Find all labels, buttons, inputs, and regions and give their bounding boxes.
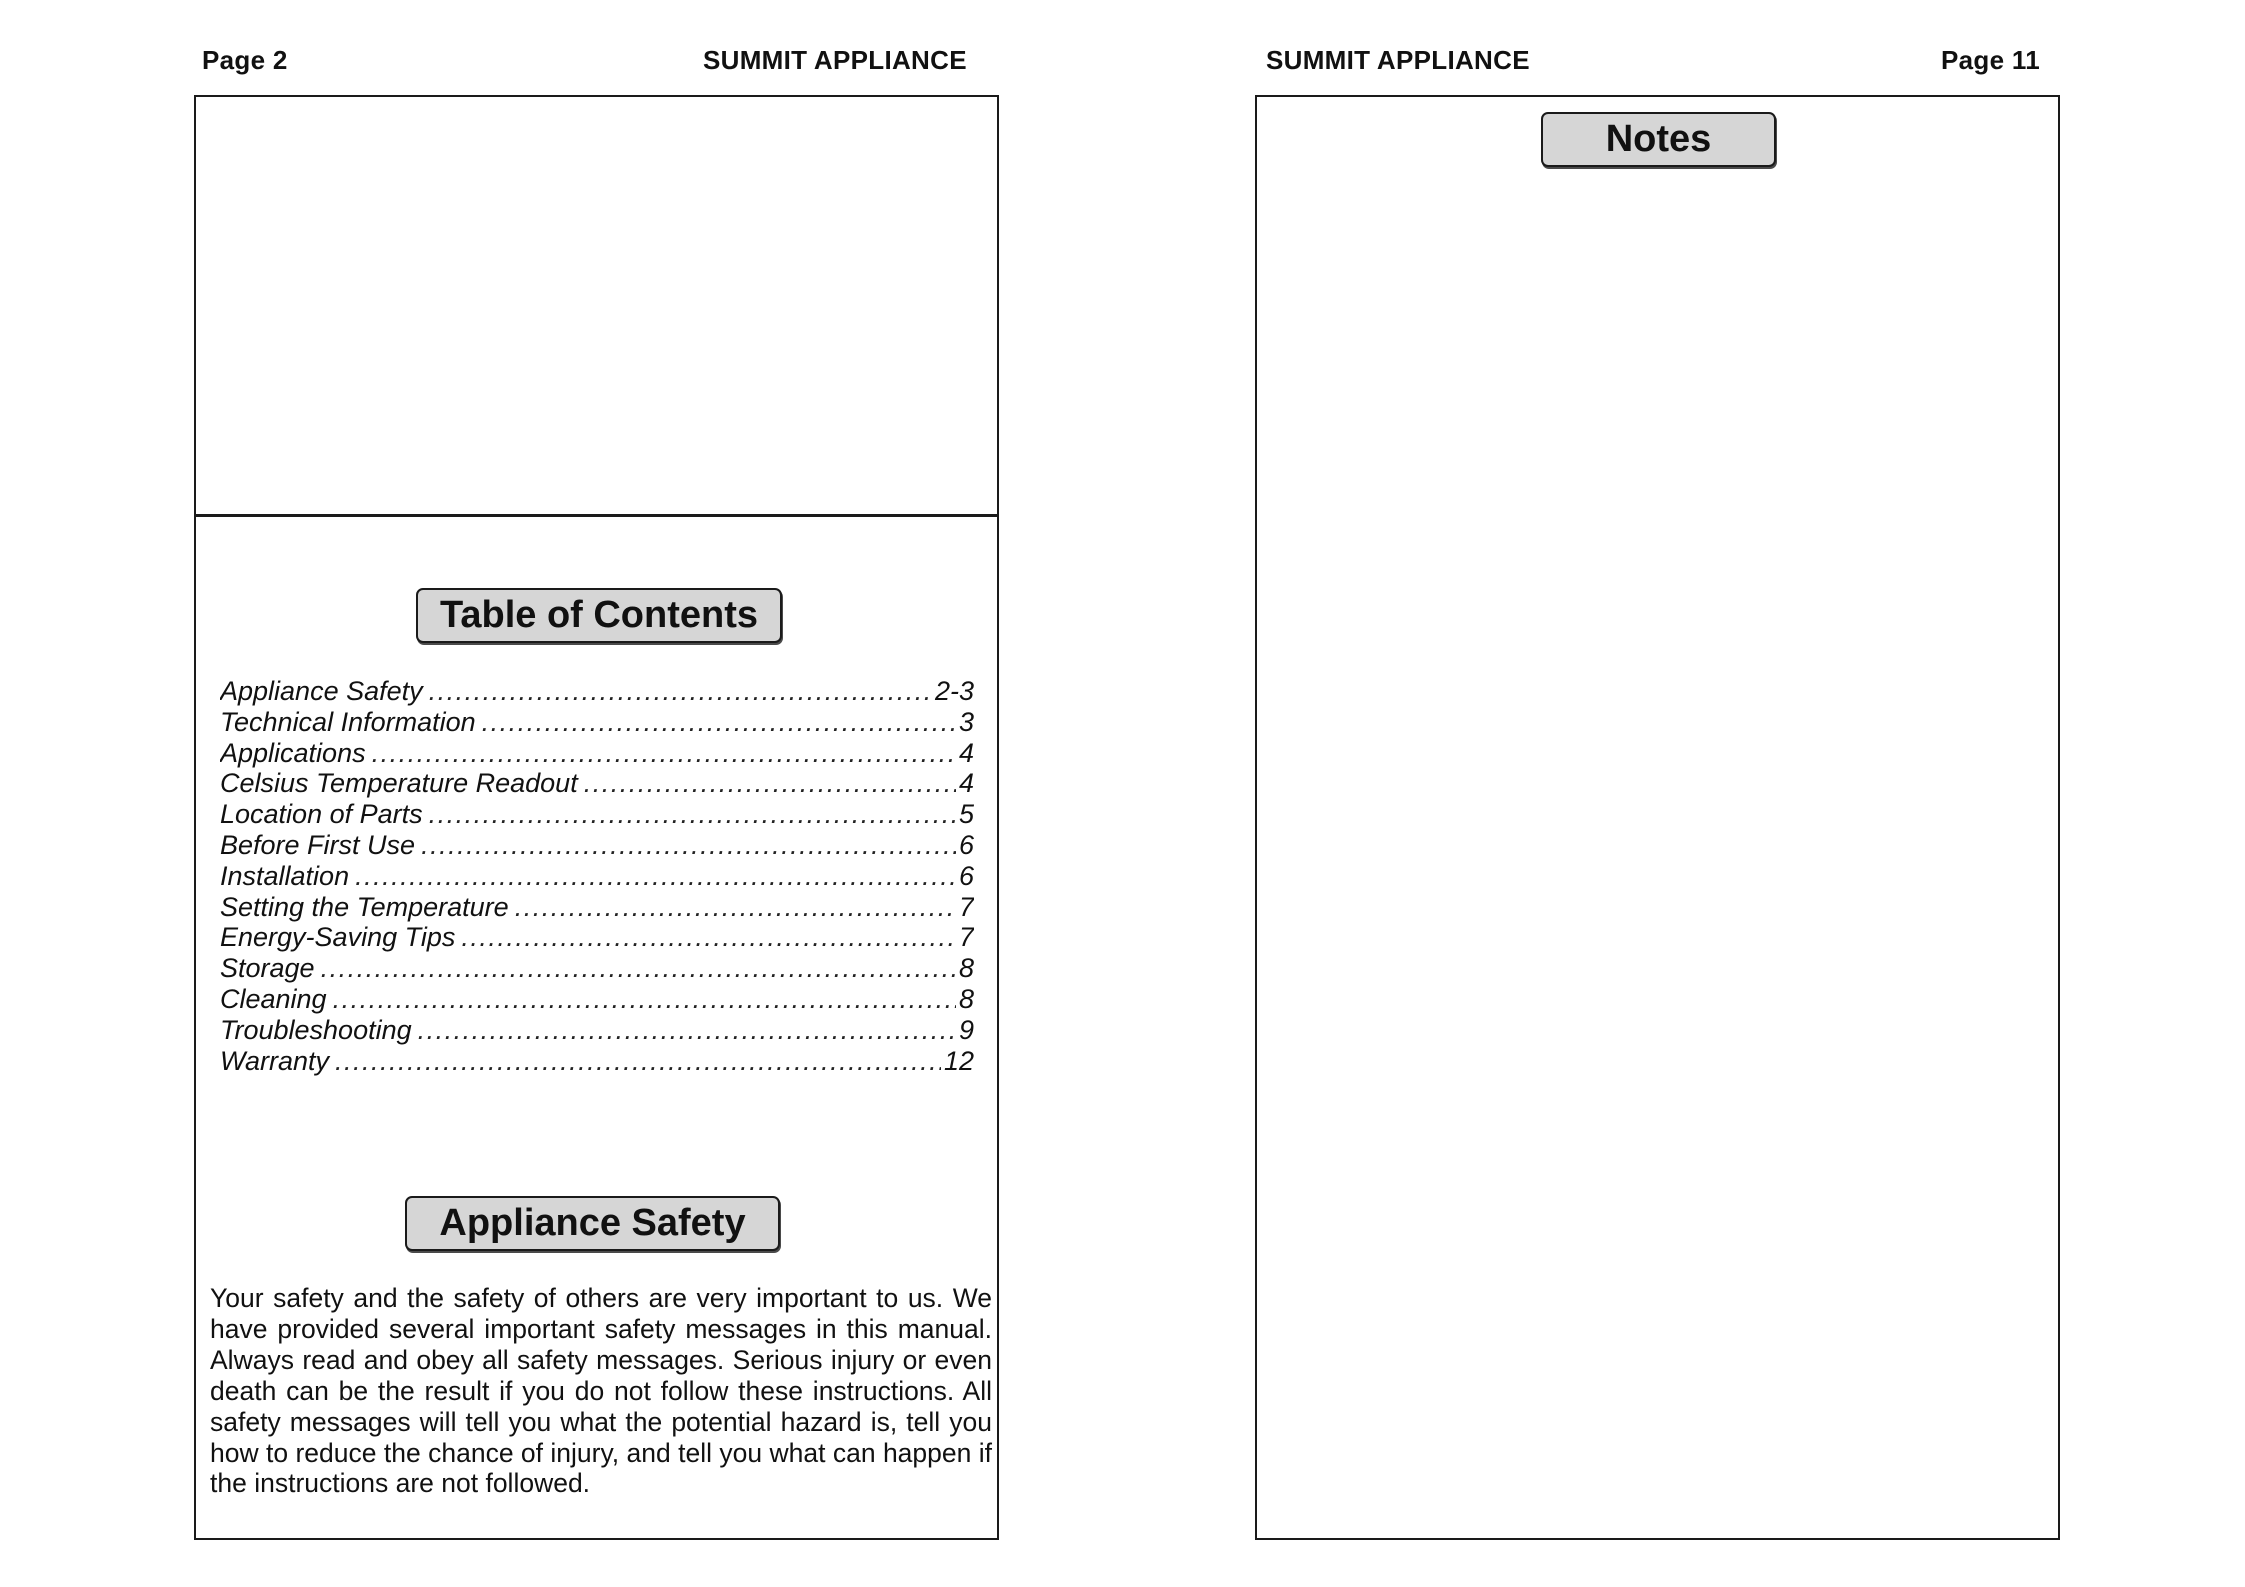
- toc-entry: [220, 676, 974, 707]
- toc-entry: [220, 738, 974, 769]
- right-page-number: Page 11: [1941, 45, 2040, 75]
- toc-entry-page: 12: [943, 1045, 974, 1076]
- toc-entry-title: Warranty: [220, 1045, 330, 1076]
- toc-heading: Table of Contents: [416, 588, 782, 643]
- toc-leader-dots: [355, 861, 956, 892]
- toc-entry: [220, 1015, 974, 1046]
- toc-entry: [220, 892, 974, 923]
- toc-entry: [220, 830, 974, 861]
- toc-entry: [220, 768, 974, 799]
- toc-entry-page: 5: [958, 799, 974, 830]
- toc-entry-title: Technical Information: [220, 706, 476, 737]
- toc-entry-title: Installation: [220, 860, 350, 891]
- toc-leader-dots: [515, 892, 956, 923]
- toc-entry: [220, 984, 974, 1015]
- right-page-frame: [1255, 95, 2060, 1540]
- toc-entry-title: Cleaning: [220, 983, 327, 1014]
- toc-list: [220, 676, 974, 1076]
- toc-entry: [220, 953, 974, 984]
- toc-entry-page: 2-3: [934, 676, 974, 706]
- toc-leader-dots: [321, 953, 956, 984]
- toc-entry-page: 7: [958, 922, 974, 953]
- toc-entry: [220, 922, 974, 953]
- toc-leader-dots: [584, 768, 956, 799]
- right-page-brand: SUMMIT APPLIANCE: [1266, 45, 1530, 75]
- toc-leader-dots: [418, 1015, 956, 1046]
- toc-entry-title: Before First Use: [220, 829, 416, 860]
- toc-leader-dots: [372, 738, 956, 769]
- toc-entry: [220, 799, 974, 830]
- toc-entry-title: Location of Parts: [220, 799, 423, 830]
- toc-leader-dots: [429, 676, 932, 707]
- toc-entry: [220, 1046, 974, 1077]
- toc-entry-page: 8: [958, 983, 974, 1014]
- safety-body-text: Your safety and the safety of others are very important to us. We have provided several important safety messages in this manual. Always read and obey all safety messages. Serious injury or even death can be the result if you do not follow these instructions. All safety messages will tell you what the potential hazard is, tell you how to reduce the chance of injury, and tell you what can happen if the instructions are not followed.: [210, 1283, 992, 1499]
- left-page-number: Page 2: [202, 45, 288, 75]
- toc-entry-title: Applications: [220, 737, 366, 768]
- toc-entry: [220, 861, 974, 892]
- left-page-brand: SUMMIT APPLIANCE: [703, 45, 967, 75]
- toc-entry-title: Troubleshooting: [220, 1014, 412, 1045]
- toc-entry-page: 6: [958, 860, 974, 891]
- toc-entry-page: 7: [958, 891, 974, 922]
- toc-entry-title: Setting the Temperature: [220, 891, 509, 922]
- toc-leader-dots: [429, 799, 956, 830]
- toc-leader-dots: [461, 922, 956, 953]
- toc-leader-dots: [333, 984, 956, 1015]
- toc-entry-page: 9: [958, 1014, 974, 1045]
- toc-entry-title: Storage: [220, 953, 315, 984]
- toc-entry-title: Appliance Safety: [220, 676, 423, 706]
- toc-entry: [220, 707, 974, 738]
- toc-entry-page: 4: [958, 737, 974, 768]
- toc-leader-dots: [421, 830, 956, 861]
- notes-heading: Notes: [1541, 112, 1776, 167]
- toc-entry-title: Celsius Temperature Readout: [220, 768, 578, 799]
- toc-entry-page: 6: [958, 829, 974, 860]
- toc-entry-title: Energy-Saving Tips: [220, 922, 456, 953]
- toc-leader-dots: [335, 1046, 941, 1077]
- toc-entry-page: 3: [958, 706, 974, 737]
- safety-heading: Appliance Safety: [405, 1196, 780, 1251]
- toc-leader-dots: [482, 707, 956, 738]
- left-page-divider: [195, 514, 998, 517]
- toc-entry-page: 8: [958, 953, 974, 984]
- toc-entry-page: 4: [958, 768, 974, 799]
